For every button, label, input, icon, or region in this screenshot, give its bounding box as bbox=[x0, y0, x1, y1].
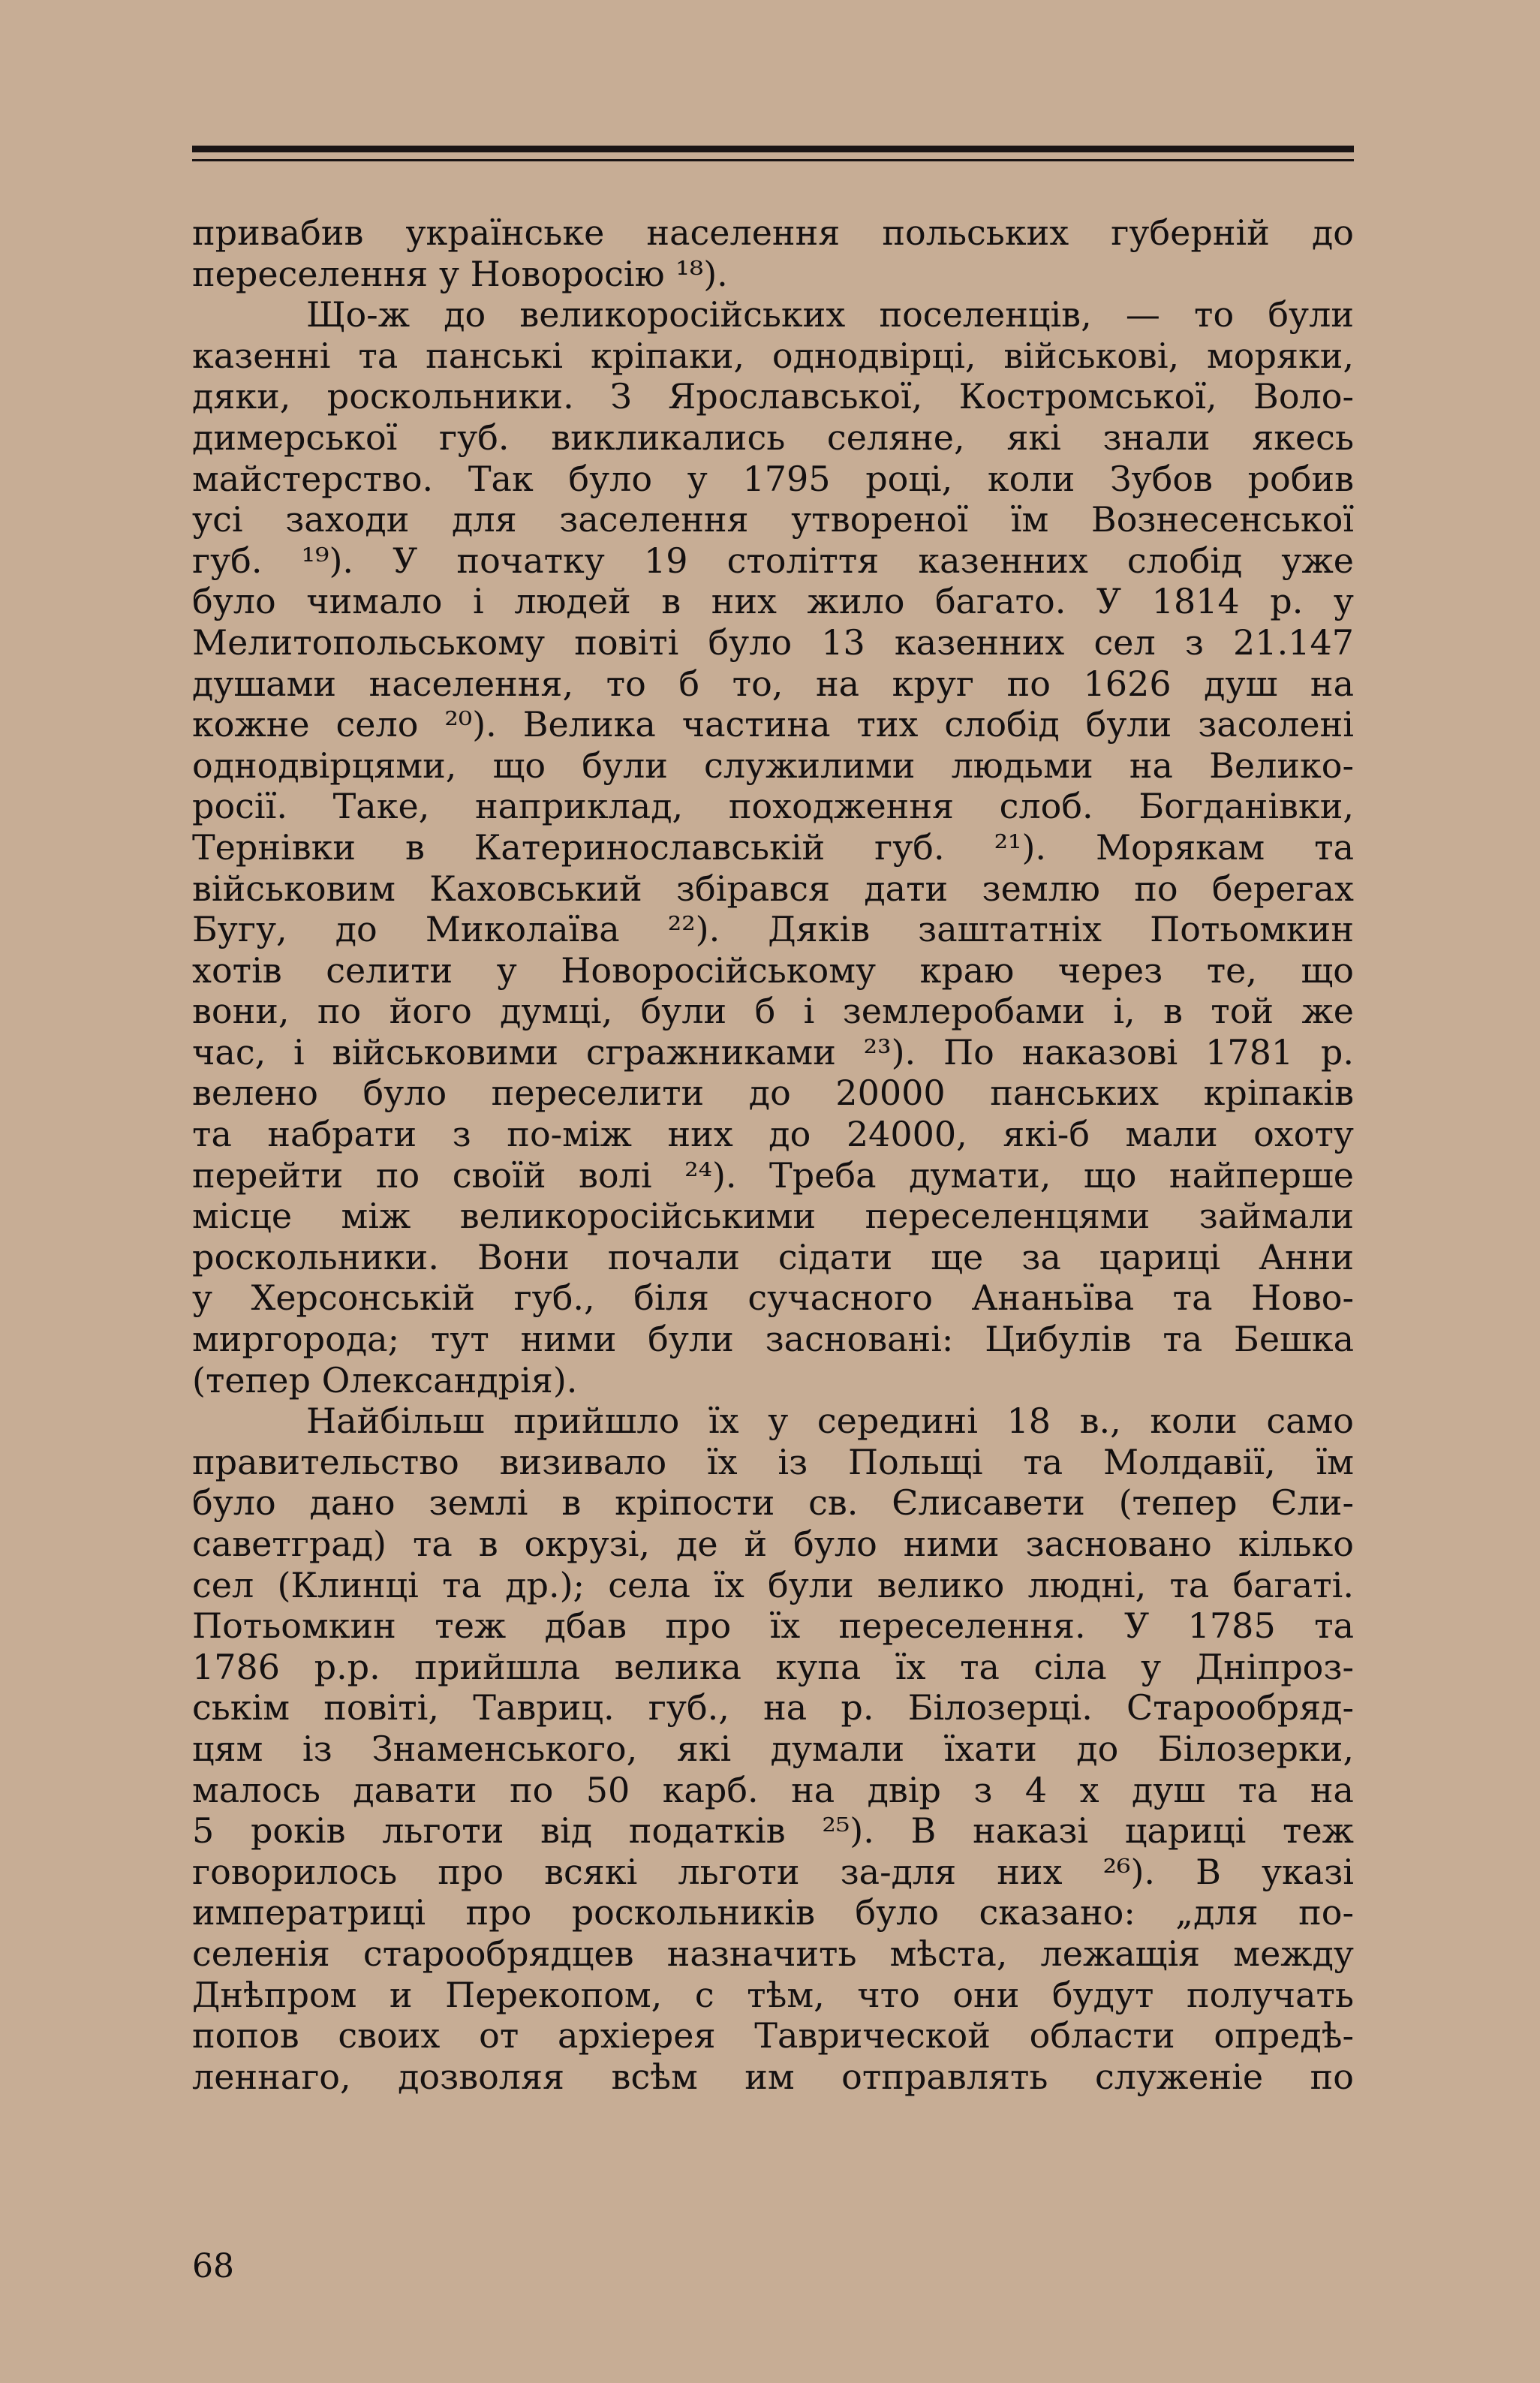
text-line: говорилось про всякі льготи за-для них ²⁶). В указі bbox=[192, 1851, 1354, 1892]
text-line: малось давати по 50 карб. на двір з 4 х душ та на bbox=[192, 1769, 1354, 1810]
text-line: правительство визивало їх із Польщі та Молдавії, їм bbox=[192, 1441, 1354, 1482]
text-line: майстерство. Так було у 1795 році, коли Зубов робив bbox=[192, 458, 1354, 499]
text-line: військовим Каховський збірався дати землю по берегах bbox=[192, 868, 1354, 909]
text-line: саветград) та в окрузі, де й було ними засновано кілько bbox=[192, 1524, 1354, 1564]
body-text bbox=[192, 212, 1354, 2097]
text-line: Найбільш прийшло їх у середині 18 в., коли само bbox=[306, 1401, 1354, 1442]
text-line: було чимало і людей в них жило багато. У 1814 р. у bbox=[192, 581, 1354, 622]
text-line: попов своих от архіерея Таврической области опредѣ- bbox=[192, 2015, 1354, 2057]
text-line: миргорода; тут ними були засновані: Цибулів та Бешка bbox=[192, 1319, 1354, 1360]
text-line: селенія старообрядцев назначить мѣста, лежащія между bbox=[192, 1933, 1354, 1974]
text-line: хотів селити у Новоросійському краю через те, що bbox=[192, 949, 1354, 991]
text-line: та набрати з по-між них до 24000, які-б мали охоту bbox=[192, 1114, 1354, 1155]
text-line: (тепер Олександрія). bbox=[192, 1359, 578, 1401]
text-line: вони, по його думці, були б і землеробами і, в той же bbox=[192, 991, 1354, 1032]
text-line: у Херсонській губ., біля сучасного Ананьїва та Ново- bbox=[192, 1277, 1354, 1319]
text-line: переселення у Новоросію ¹⁸). bbox=[192, 253, 728, 294]
text-line: усі заходи для заселення утвореної їм Вознесенської bbox=[192, 499, 1354, 540]
header-rule-thick bbox=[192, 146, 1354, 152]
text-line: перейти по своїй волі ²⁴). Треба думати, що найперше bbox=[192, 1154, 1354, 1196]
text-line: димерської губ. викликались селяне, які знали якесь bbox=[192, 417, 1354, 458]
text-line: сел (Клинці та др.); села їх були велико людні, та багаті. bbox=[192, 1564, 1354, 1605]
text-line: привабив українське населення польських губерній до bbox=[192, 212, 1354, 253]
text-line: кожне село ²⁰). Велика частина тих слобід були засолені bbox=[192, 704, 1354, 745]
text-line: губ. ¹⁹). У початку 19 століття казенних слобід уже bbox=[192, 540, 1354, 581]
text-line: Днѣпром и Перекопом, с тѣм, что они будут получать bbox=[192, 1974, 1354, 2015]
page-number: 68 bbox=[192, 2247, 234, 2285]
text-line: дяки, роскольники. З Ярославської, Костромської, Воло- bbox=[192, 376, 1354, 417]
text-line: душами населення, то б то, на круг по 1626 душ на bbox=[192, 663, 1354, 704]
text-line: Потьомкин теж дбав про їх переселення. У 1785 та bbox=[192, 1605, 1354, 1647]
text-line: час, і військовими сгражниками ²³). По наказові 1781 р. bbox=[192, 1031, 1354, 1073]
text-line: Що-ж до великоросійських поселенців, — то були bbox=[306, 294, 1354, 335]
text-line: Тернівки в Катеринославській губ. ²¹). Морякам та bbox=[192, 826, 1354, 868]
header-rule-thin bbox=[192, 159, 1354, 161]
text-line: ськім повіті, Тавриц. губ., на р. Білозерці. Старообряд- bbox=[192, 1687, 1354, 1729]
text-line: однодвірцями, що були служилими людьми на Велико- bbox=[192, 745, 1354, 786]
text-line: леннаго, дозволяя всѣм им отправлять служеніе по bbox=[192, 2056, 1354, 2097]
text-line: 5 років льготи від податків ²⁵). В наказі цариці теж bbox=[192, 1810, 1354, 1852]
text-line: 1786 р.р. прийшла велика купа їх та сіла у Дніпроз- bbox=[192, 1646, 1354, 1687]
text-line: було дано землі в кріпости св. Єлисавети (тепер Єли- bbox=[192, 1482, 1354, 1524]
text-line: Мелитопольському повіті було 13 казенних сел з 21.147 bbox=[192, 621, 1354, 663]
text-line: казенні та панські кріпаки, однодвірці, військові, моряки, bbox=[192, 335, 1354, 376]
text-line: Бугу, до Миколаїва ²²). Дяків заштатніх Потьомкин bbox=[192, 909, 1354, 950]
text-line: роскольники. Вони почали сідати ще за цариці Анни bbox=[192, 1236, 1354, 1277]
text-line: росії. Таке, наприклад, походження слоб. Богданівки, bbox=[192, 786, 1354, 827]
text-line: цям із Знаменського, які думали їхати до Білозерки, bbox=[192, 1728, 1354, 1769]
text-line: велено було переселити до 20000 панських кріпаків bbox=[192, 1073, 1354, 1114]
text-line: императриці про роскольників було сказано: „для по- bbox=[192, 1892, 1354, 1933]
text-line: місце між великоросійськими переселенцями займали bbox=[192, 1196, 1354, 1237]
